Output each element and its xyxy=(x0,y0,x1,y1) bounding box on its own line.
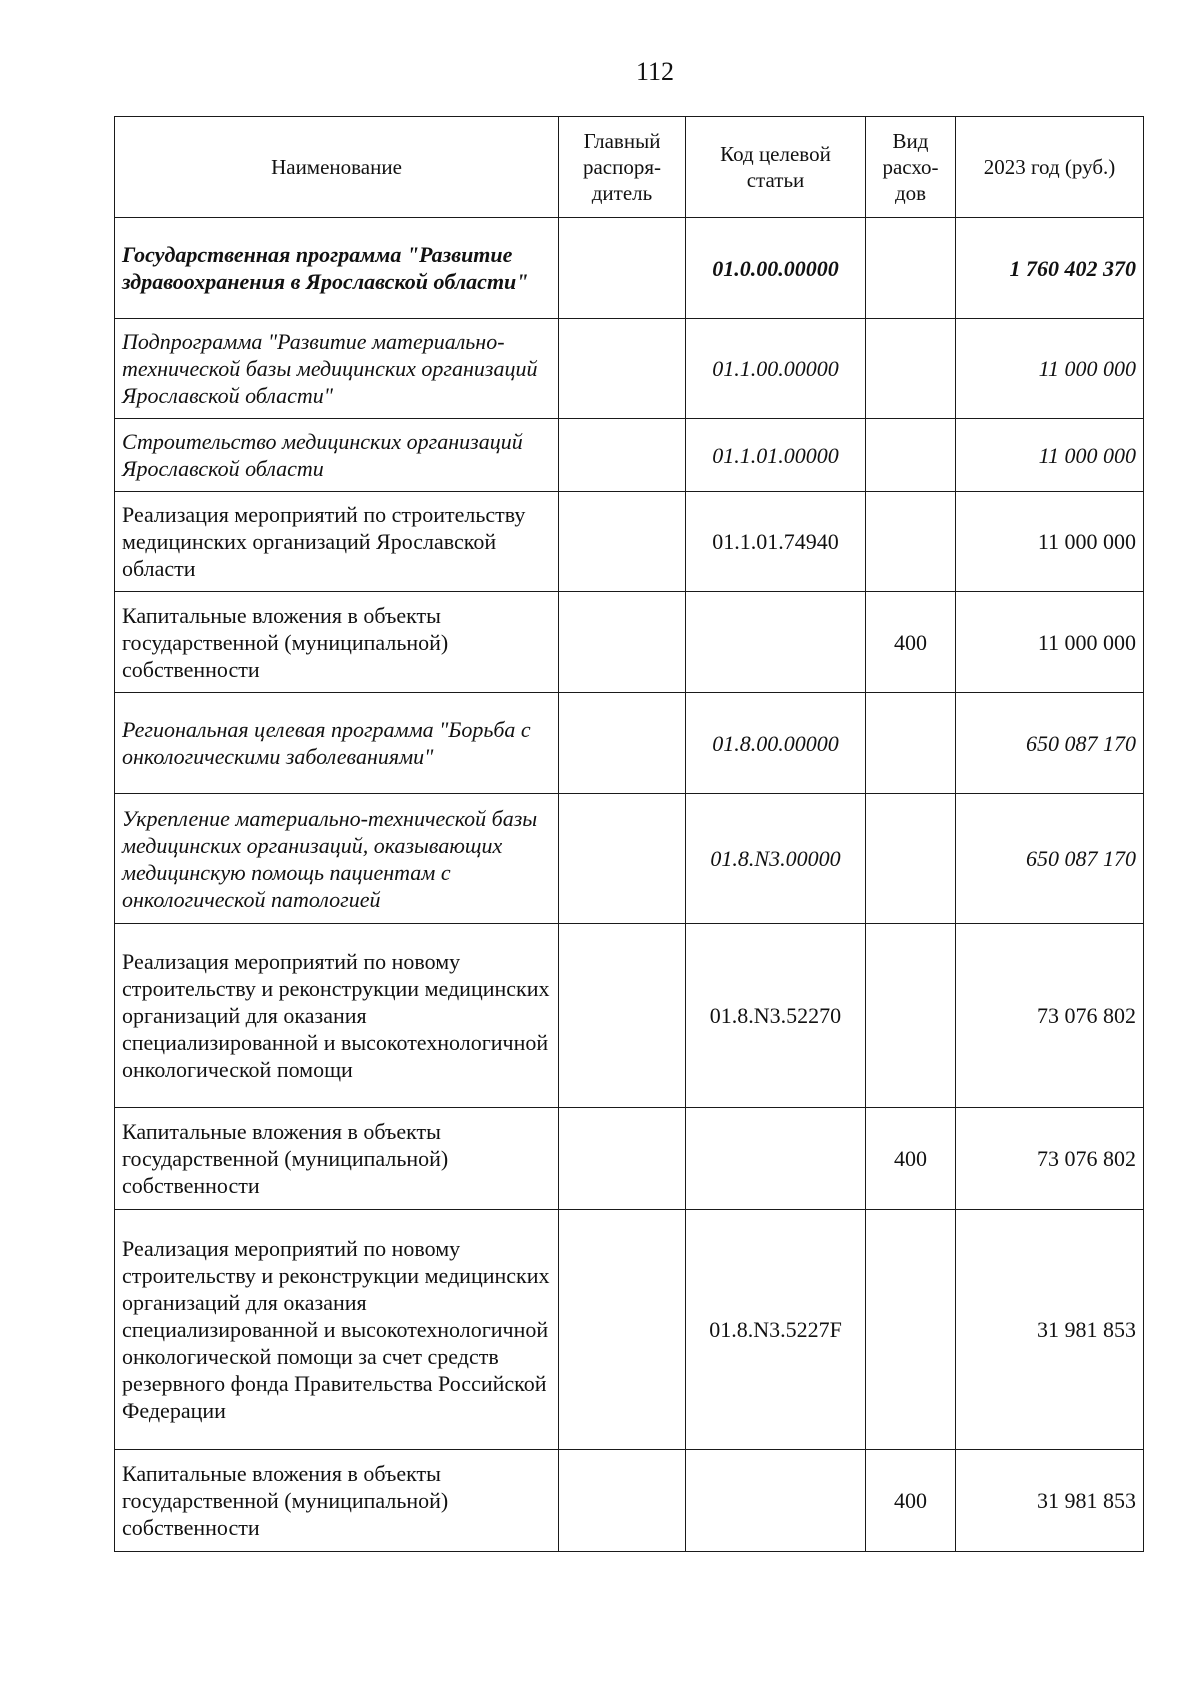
row-vid xyxy=(866,693,956,794)
row-vid: 400 xyxy=(866,1108,956,1210)
row-admin xyxy=(559,1210,686,1450)
table-row xyxy=(115,319,1144,419)
row-sum: 1 760 402 370 xyxy=(956,218,1144,319)
row-admin xyxy=(559,1450,686,1552)
row-admin xyxy=(559,492,686,592)
row-vid: 400 xyxy=(866,1450,956,1552)
header-admin: Главный распоря-дитель xyxy=(559,117,686,218)
row-sum: 31 981 853 xyxy=(956,1450,1144,1552)
row-sum: 650 087 170 xyxy=(956,794,1144,924)
row-name: Реализация мероприятий по строительству медицинских организаций Ярославской области xyxy=(115,492,559,592)
row-name: Реализация мероприятий по новому строительству и реконструкции медицинских организаций для оказания специализированной и высокотехнологичной онкологической помощи xyxy=(115,924,559,1108)
page-number: 112 xyxy=(635,57,675,86)
row-sum: 31 981 853 xyxy=(956,1210,1144,1450)
row-name: Капитальные вложения в объекты государственной (муниципальной) собственности xyxy=(115,1450,559,1552)
row-code: 01.8.N3.52270 xyxy=(686,924,866,1108)
row-sum: 73 076 802 xyxy=(956,924,1144,1108)
row-vid xyxy=(866,924,956,1108)
table-row xyxy=(115,1108,1144,1210)
row-code xyxy=(686,1450,866,1552)
row-vid xyxy=(866,419,956,492)
row-name: Строительство медицинских организаций Ярославской области xyxy=(115,419,559,492)
table-row xyxy=(115,492,1144,592)
table-row xyxy=(115,924,1144,1108)
row-code xyxy=(686,1108,866,1210)
row-sum: 11 000 000 xyxy=(956,492,1144,592)
row-code: 01.8.N3.00000 xyxy=(686,794,866,924)
row-vid xyxy=(866,1210,956,1450)
row-vid: 400 xyxy=(866,592,956,693)
row-admin xyxy=(559,218,686,319)
table-header-row xyxy=(115,117,1144,218)
row-name: Региональная целевая программа "Борьба с онкологическими заболеваниями" xyxy=(115,693,559,794)
row-admin xyxy=(559,693,686,794)
table-row xyxy=(115,1210,1144,1450)
budget-table xyxy=(114,116,1144,1552)
row-code: 01.1.00.00000 xyxy=(686,319,866,419)
header-code: Код целевой статьи xyxy=(686,117,866,218)
row-vid xyxy=(866,492,956,592)
row-code: 01.1.01.00000 xyxy=(686,419,866,492)
row-sum: 11 000 000 xyxy=(956,592,1144,693)
row-name: Реализация мероприятий по новому строительству и реконструкции медицинских организаций для оказания специализированной и высокотехнологичной онкологической помощи за счет средств резервного фонда Правительства Российской Федерации xyxy=(115,1210,559,1450)
row-sum: 650 087 170 xyxy=(956,693,1144,794)
row-name: Капитальные вложения в объекты государственной (муниципальной) собственности xyxy=(115,1108,559,1210)
row-admin xyxy=(559,924,686,1108)
header-vid: Вид расхо-дов xyxy=(866,117,956,218)
row-admin xyxy=(559,592,686,693)
table-row xyxy=(115,592,1144,693)
row-sum: 73 076 802 xyxy=(956,1108,1144,1210)
row-admin xyxy=(559,1108,686,1210)
row-code: 01.8.00.00000 xyxy=(686,693,866,794)
row-name: Укрепление материально-технической базы медицинских организаций, оказывающих медицинскую помощь пациентам с онкологической патологией xyxy=(115,794,559,924)
header-sum: 2023 год (руб.) xyxy=(956,117,1144,218)
row-code: 01.1.01.74940 xyxy=(686,492,866,592)
row-code: 01.0.00.00000 xyxy=(686,218,866,319)
row-code: 01.8.N3.5227F xyxy=(686,1210,866,1450)
row-admin xyxy=(559,794,686,924)
header-name: Наименование xyxy=(115,117,559,218)
table-row xyxy=(115,1450,1144,1552)
row-name: Капитальные вложения в объекты государственной (муниципальной) собственности xyxy=(115,592,559,693)
row-vid xyxy=(866,794,956,924)
row-sum: 11 000 000 xyxy=(956,319,1144,419)
row-sum: 11 000 000 xyxy=(956,419,1144,492)
row-vid xyxy=(866,319,956,419)
table-row xyxy=(115,794,1144,924)
row-name: Государственная программа "Развитие здравоохранения в Ярославской области" xyxy=(115,218,559,319)
row-admin xyxy=(559,419,686,492)
row-code xyxy=(686,592,866,693)
row-name: Подпрограмма "Развитие материально-технической базы медицинских организаций Ярославской области" xyxy=(115,319,559,419)
table-row xyxy=(115,419,1144,492)
table-row xyxy=(115,693,1144,794)
row-admin xyxy=(559,319,686,419)
table-row xyxy=(115,218,1144,319)
row-vid xyxy=(866,218,956,319)
